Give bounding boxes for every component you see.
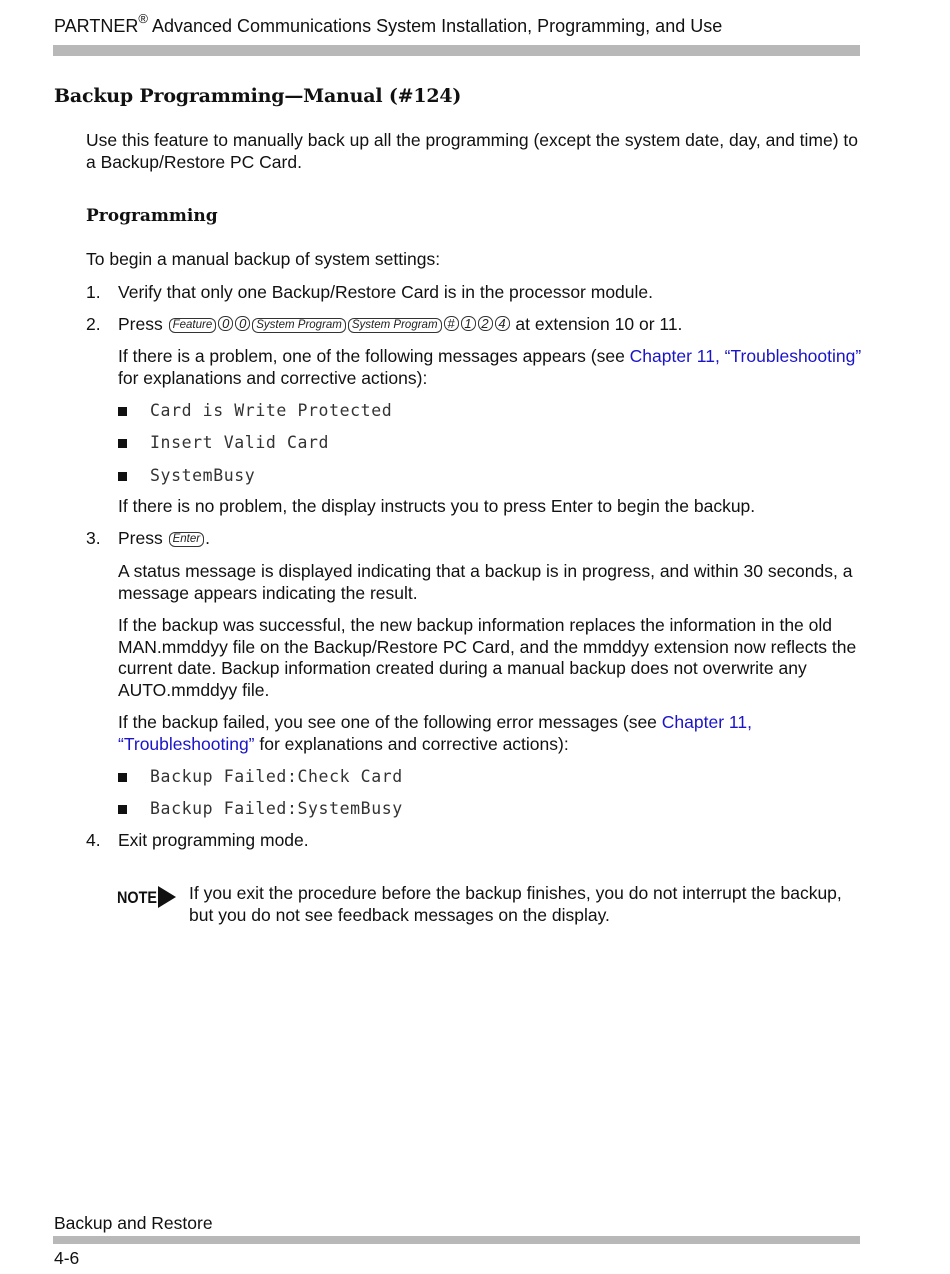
lead-text: To begin a manual backup of system settings: — [86, 249, 441, 269]
step-3-line: Press Enter . — [118, 528, 210, 548]
feature-key: Feature — [169, 318, 217, 333]
problem-text-b: for explanations and corrective actions): — [118, 367, 428, 388]
system-program-key: System Program — [252, 318, 346, 333]
problem-paragraph — [118, 346, 863, 389]
error-message: Backup Failed:SystemBusy — [150, 799, 403, 818]
problem-text-a: If there is a problem, one of the following messages appears (see — [118, 346, 630, 366]
step-2-number: 2. — [86, 314, 101, 334]
failed-text-b: for explanations and corrective actions): — [254, 733, 569, 754]
header-rule — [53, 45, 860, 56]
status-paragraph: A status message is displayed indicating that a backup is in progress, and within 30 seconds, a message appears indicating the result. — [118, 561, 853, 603]
footer-rule — [53, 1236, 860, 1244]
note-text: If you exit the procedure before the backup finishes, you do not interrupt the backup, but you do not see feedback messages on the display. — [189, 883, 842, 925]
display-message: Insert Valid Card — [150, 433, 330, 452]
intro-paragraph: Use this feature to manually back up all the programming (except the system date, day, and time) to a Backup/Restore PC Card. — [86, 130, 858, 172]
subsection-title: Programming — [86, 206, 218, 226]
note-label: NOTE — [117, 888, 157, 907]
step-3-number: 3. — [86, 528, 101, 548]
page-number: 4-6 — [54, 1248, 80, 1268]
key-hash: # — [444, 316, 459, 331]
step-2-tail: at extension 10 or 11. — [515, 314, 683, 334]
header-title-rest: Advanced Communications System Installation, Programming, and Use — [147, 16, 723, 36]
header-brand: PARTNER — [54, 16, 139, 36]
failed-paragraph — [118, 712, 863, 755]
no-problem-text: If there is no problem, the display instructs you to press Enter to begin the backup. — [118, 496, 756, 516]
section-title: Backup Programming—Manual (#124) — [54, 85, 462, 107]
key-0: 0 — [218, 316, 233, 331]
step-3-press: Press — [118, 528, 163, 548]
chapter-11-link[interactable]: Chapter 11, “Troubleshooting” — [118, 712, 752, 754]
step-1-text: Verify that only one Backup/Restore Card is in the processor module. — [118, 282, 653, 302]
failed-text-a: If the backup failed, you see one of the following error messages (see — [118, 712, 662, 732]
running-header — [54, 11, 723, 38]
step-4-number: 4. — [86, 830, 101, 850]
step-2-line — [118, 314, 682, 336]
bullet-square — [118, 773, 127, 782]
footer-section-title: Backup and Restore — [54, 1213, 213, 1233]
system-program-key: System Program — [348, 318, 442, 333]
bullet-square — [118, 805, 127, 814]
step-4-text: Exit programming mode. — [118, 830, 309, 850]
key-4: 4 — [495, 316, 510, 331]
key-1: 1 — [461, 316, 476, 331]
chapter-11-link[interactable]: Chapter 11, “Troubleshooting” — [629, 346, 862, 366]
bullet-square — [118, 407, 127, 416]
key-2: 2 — [478, 316, 493, 331]
bullet-square — [118, 472, 127, 481]
display-message: Card is Write Protected — [150, 401, 393, 420]
registered-mark: ® — [138, 11, 148, 26]
note-icon — [117, 884, 177, 910]
display-message: SystemBusy — [150, 466, 256, 485]
key-0: 0 — [235, 316, 250, 331]
enter-key: Enter — [169, 532, 205, 547]
step-1-number: 1. — [86, 282, 101, 302]
success-paragraph: If the backup was successful, the new backup information replaces the information in the old MAN.mmddyy file on the Backup/Restore PC Card, and the mmddyy extension now reflects the current date. Backup information created during a manual backup does not overwrite any AUTO.mmddyy file. — [118, 615, 857, 700]
step-2-press: Press — [118, 314, 163, 334]
bullet-square — [118, 439, 127, 448]
error-message: Backup Failed:Check Card — [150, 767, 403, 786]
